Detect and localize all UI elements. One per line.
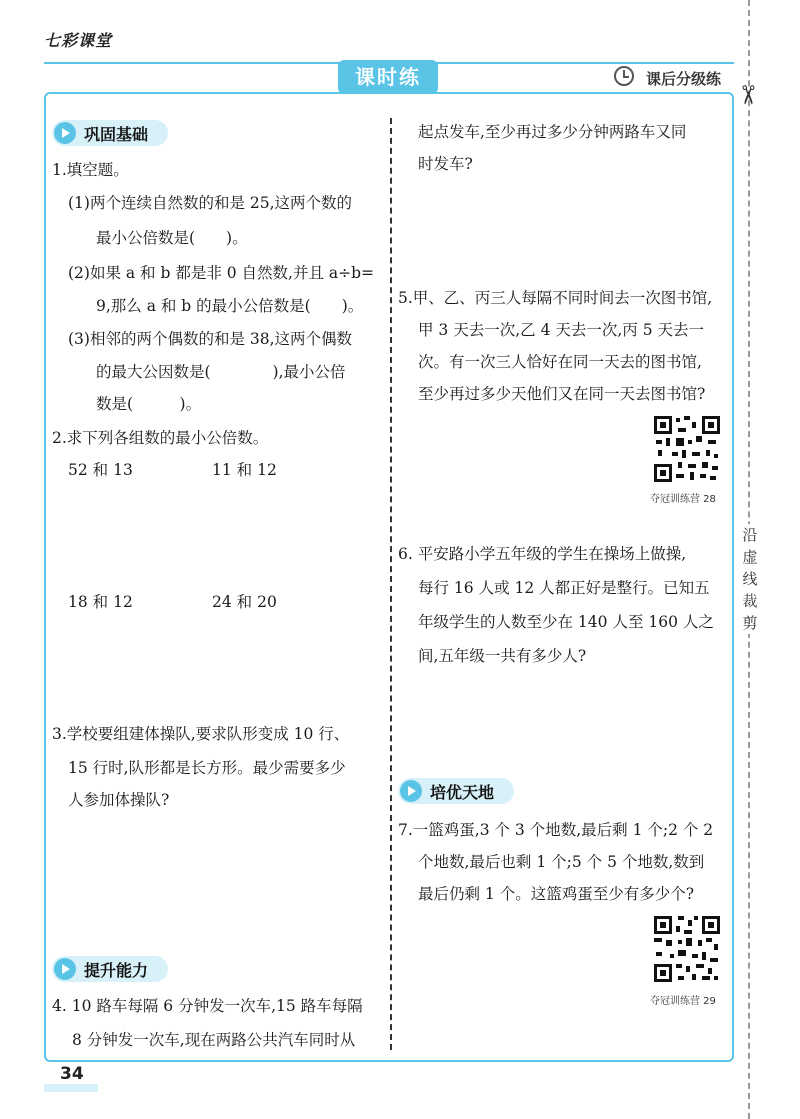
question-5-line2: 甲 3 天去一次,乙 4 天去一次,丙 5 天去一 bbox=[418, 321, 705, 339]
qr-code bbox=[652, 914, 722, 988]
section-title: 提升能力 bbox=[84, 961, 149, 980]
qr-code bbox=[652, 414, 722, 488]
scissors-icon: ✂ bbox=[731, 84, 762, 106]
play-icon bbox=[54, 122, 76, 144]
qr-caption: 夺冠训练营 28 bbox=[650, 494, 716, 505]
question-4-line3: 起点发车,至少再过多少分钟两路车又同 bbox=[418, 123, 687, 141]
play-icon bbox=[400, 780, 422, 802]
question-6-line1: 6. 平安路小学五年级的学生在操场上做操, bbox=[398, 545, 687, 563]
column-divider bbox=[390, 118, 392, 1050]
question-6-line3: 年级学生的人数至少在 140 人至 160 人之 bbox=[418, 613, 714, 631]
question-6-line4: 间,五年级一共有多少人? bbox=[418, 647, 587, 665]
question-6-line2: 每行 16 人或 12 人都正好是整行。已知五 bbox=[418, 579, 710, 597]
question-2-title: 2.求下列各组数的最小公倍数。 bbox=[52, 429, 269, 447]
question-1-1-line1: (1)两个连续自然数的和是 25,这两个数的 bbox=[68, 194, 353, 212]
clock-icon bbox=[614, 66, 634, 86]
section-title: 培优天地 bbox=[430, 783, 495, 802]
page-number-bar bbox=[44, 1084, 98, 1092]
question-3-line1: 3.学校要组建体操队,要求队形变成 10 行、 bbox=[52, 725, 350, 743]
question-3-line3: 人参加体操队? bbox=[68, 791, 170, 809]
question-7-line1: 7.一篮鸡蛋,3 个 3 个地数,最后剩 1 个;2 个 2 bbox=[398, 821, 714, 839]
question-3-line2: 15 行时,队形都是长方形。最少需要多少 bbox=[68, 759, 346, 777]
question-1-3-line1: (3)相邻的两个偶数的和是 38,这两个偶数 bbox=[68, 330, 353, 348]
question-1-2-line2: 9,那么 a 和 b 的最小公倍数是( )。 bbox=[96, 297, 364, 315]
question-4-line1: 4. 10 路车每隔 6 分钟发一次车,15 路车每隔 bbox=[52, 997, 363, 1015]
number-pair: 24 和 20 bbox=[212, 593, 277, 611]
question-1-3-line2: 的最大公因数是( ),最小公倍 bbox=[96, 363, 346, 381]
question-5-line3: 次。有一次三人恰好在同一天去的图书馆, bbox=[418, 353, 702, 371]
question-1-1-line2: 最小公倍数是( )。 bbox=[96, 229, 248, 247]
question-5-line4: 至少再过多少天他们又在同一天去图书馆? bbox=[418, 385, 706, 403]
number-pair: 18 和 12 bbox=[68, 593, 133, 611]
level-label: 课后分级练 bbox=[646, 70, 722, 88]
section-title: 巩固基础 bbox=[84, 125, 149, 144]
brand-logo: 七彩课堂 bbox=[44, 31, 113, 50]
question-7-line3: 最后仍剩 1 个。这篮鸡蛋至少有多少个? bbox=[418, 885, 695, 903]
question-7-line2: 个地数,最后也剩 1 个;5 个 5 个地数,数到 bbox=[418, 853, 705, 871]
qr-code-icon bbox=[652, 414, 722, 484]
question-4-line4: 时发车? bbox=[418, 155, 473, 173]
page-number: 34 bbox=[60, 1064, 84, 1084]
question-5-line1: 5.甲、乙、丙三人每隔不同时间去一次图书馆, bbox=[398, 289, 713, 307]
question-1-2-line1: (2)如果 a 和 b 都是非 0 自然数,并且 a÷b= bbox=[68, 264, 375, 282]
question-1-title: 1.填空题。 bbox=[52, 161, 129, 179]
question-1-3-line3: 数是( )。 bbox=[96, 395, 202, 413]
question-4-line2: 8 分钟发一次车,现在两路公共汽车同时从 bbox=[72, 1031, 356, 1049]
qr-code-icon bbox=[652, 914, 722, 984]
number-pair: 11 和 12 bbox=[212, 461, 277, 479]
page-title: 课时练 bbox=[338, 60, 438, 94]
number-pair: 52 和 13 bbox=[68, 461, 133, 479]
qr-caption: 夺冠训练营 29 bbox=[650, 996, 716, 1007]
play-icon bbox=[54, 958, 76, 980]
cut-note: 沿虚线裁剪 bbox=[740, 524, 760, 634]
